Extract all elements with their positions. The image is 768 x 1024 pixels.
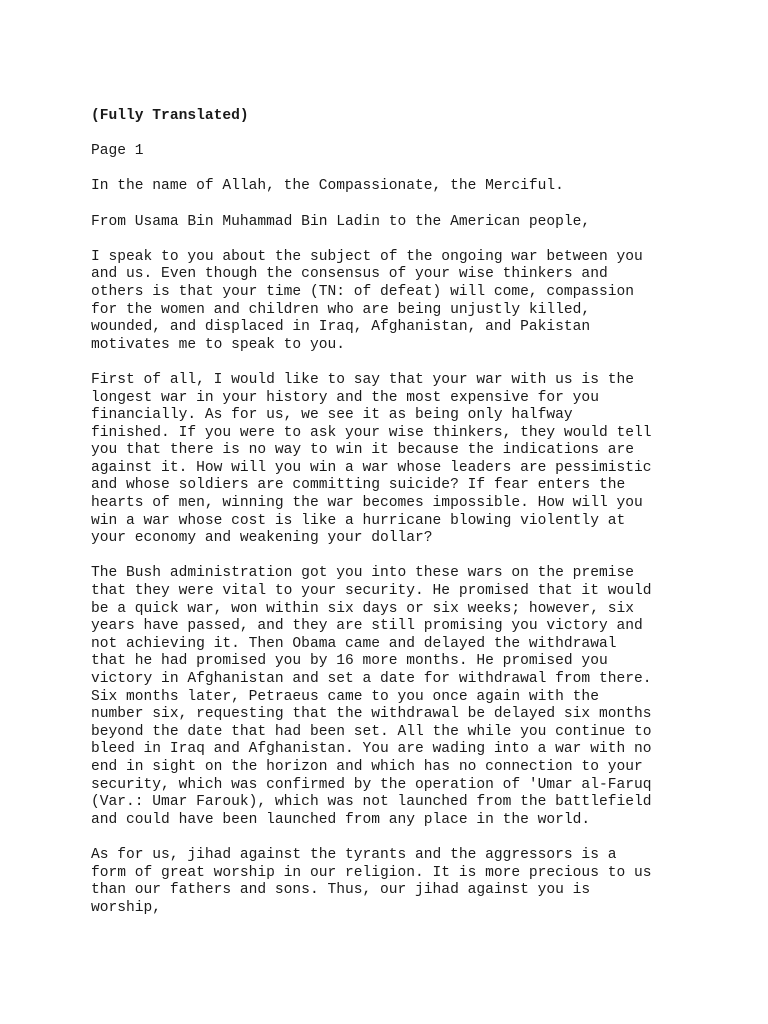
- page-label: Page 1: [91, 143, 144, 160]
- paragraph-salutation: From Usama Bin Muhammad Bin Ladin to the American people,: [91, 213, 591, 230]
- paragraph-body: As for us, jihad against the tyrants and the aggressors is a form of great worship in our religion. It is more precious to us than our fathers and sons. Thus, our jihad against you is worship,: [91, 846, 652, 916]
- paragraph-body: First of all, I would like to say that your war with us is the longest war in your history and the most expensive for you financially. As for us, we see it as being only halfway finished. If you were to ask your wise thinkers, they would tell you that there is no way to win it because the indications are against it. How will you win a war whose leaders are pessimistic and whose soldiers are committing suicide? If fear enters the hearts of men, winning the war becomes impossible. How will you win a war whose cost is like a hurricane blowing violently at your economy and weakening your dollar?: [91, 371, 652, 547]
- document-heading: (Fully Translated): [91, 108, 249, 124]
- paragraph-body: I speak to you about the subject of the ongoing war between you and us. Even though the consensus of your wise thinkers and others is that your time (TN: of defeat) will come, compassion for the women and children who are being unjustly killed, wounded, and displaced in Iraq, Afghanistan, and Pakistan motivates me to speak to you.: [91, 248, 643, 353]
- paragraph-body: The Bush administration got you into these wars on the premise that they were vital to your security. He promised that it would be a quick war, won within six days or six weeks; however, six years have passed, and they are still promising you victory and not achieving it. Then Obama came and delayed the withdrawal that he had promised you by 16 more months. He promised you victory in Afghanistan and set a date for withdrawal from there. Six months later, Petraeus came to you once again with the number six, requesting that the withdrawal be delayed six months beyond the date that had been set. All the while you continue to bleed in Iraq and Afghanistan. You are wading into a war with no end in sight on the horizon and which has no connection to your security, which was confirmed by the operation of 'Umar al-Faruq (Var.: Umar Farouk), which was not launched from the battlefield and could have been launched from any place in the world.: [91, 565, 652, 828]
- document-body: [91, 108, 701, 935]
- paragraph-invocation: In the name of Allah, the Compassionate, the Merciful.: [91, 178, 564, 195]
